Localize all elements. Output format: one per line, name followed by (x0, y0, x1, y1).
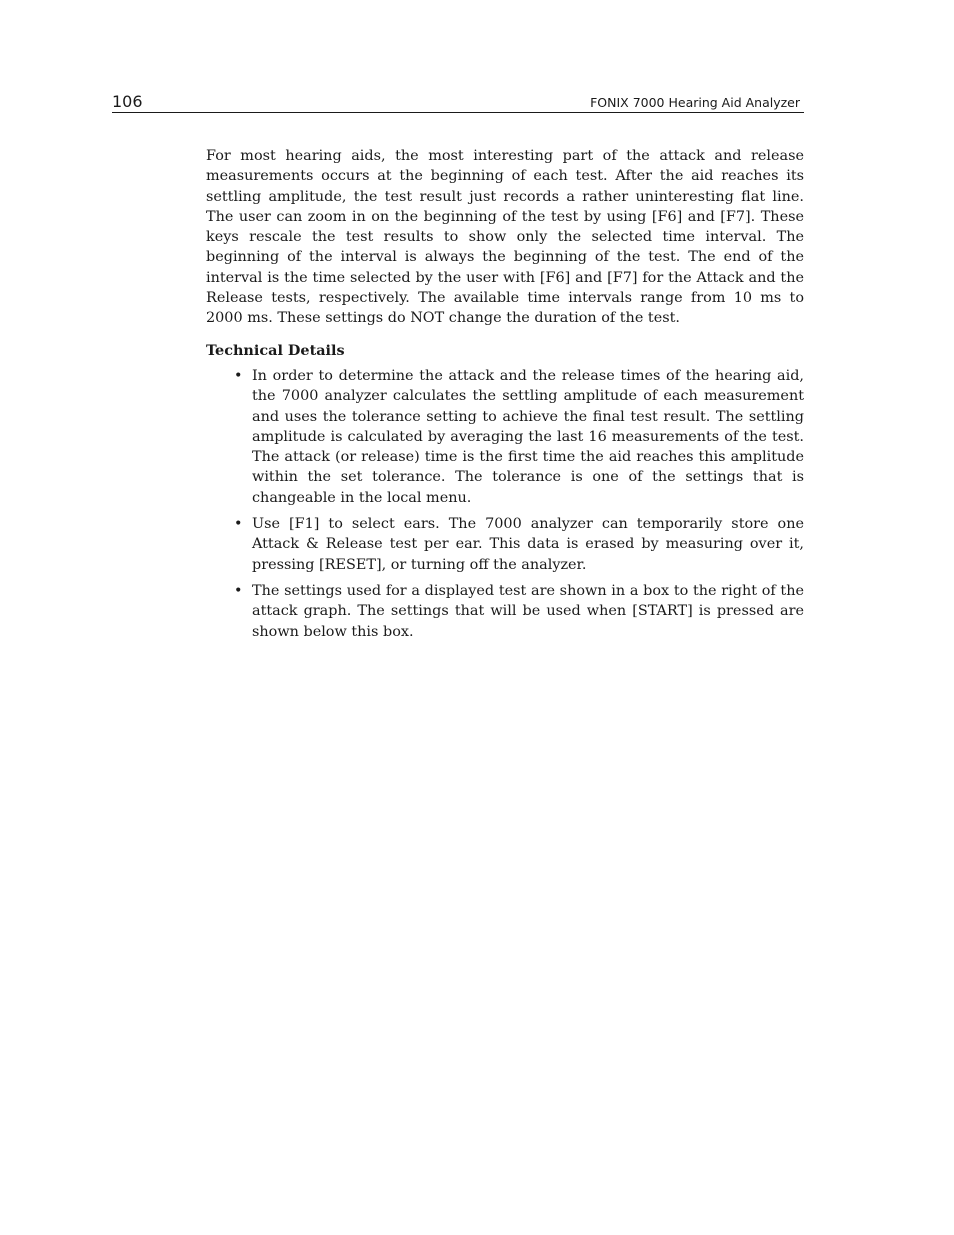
running-header-title: FONIX 7000 Hearing Aid Analyzer (590, 95, 800, 110)
bullet-icon: • (234, 367, 243, 384)
list-item-text: Use [F1] to select ears. The 7000 analyzer can temporarily store one Attack & Release test per ear. This data is erased by measuring over it, pressing [RESET], or turning off the analyzer. (252, 516, 804, 573)
list-item (234, 366, 804, 508)
bullet-icon: • (234, 516, 243, 533)
list-item (234, 581, 804, 642)
intro-paragraph: For most hearing aids, the most interesting part of the attack and release measurements occurs at the beginning of each test. After the aid reaches its settling amplitude, the test result just records a rather uninteresting flat line. The user can zoom in on the beginning of the test by using [F6] and [F7]. These keys rescale the test results to show only the selected time interval. The beginning of the interval is always the beginning of the test. The end of the interval is the time selected by the user with [F6] and [F7] for the Attack and the Release tests, respectively. The available time intervals range from 10 ms to 2000 ms. These settings do NOT change the duration of the test. (206, 148, 804, 327)
technical-details-list (206, 366, 804, 642)
page-number: 106 (112, 92, 143, 111)
list-item (234, 514, 804, 575)
list-item-text: In order to determine the attack and the release times of the hearing aid, the 7000 analyzer calculates the settling amplitude of each measurement and uses the tolerance setting to achieve the final test result. The settling amplitude is calculated by averaging the last 16 measurements of the test. The attack (or release) time is the first time the aid reaches this amplitude within the set tolerance. The tolerance is one of the settings that is changeable in the local menu. (252, 367, 804, 506)
header-rule (112, 112, 804, 113)
list-item-text: The settings used for a displayed test are shown in a box to the right of the attack graph. The settings that will be used when [START] is pressed are shown below this box. (252, 582, 804, 640)
page-content (206, 146, 804, 648)
bullet-icon: • (234, 582, 243, 599)
section-heading-technical-details: Technical Details (206, 341, 345, 359)
